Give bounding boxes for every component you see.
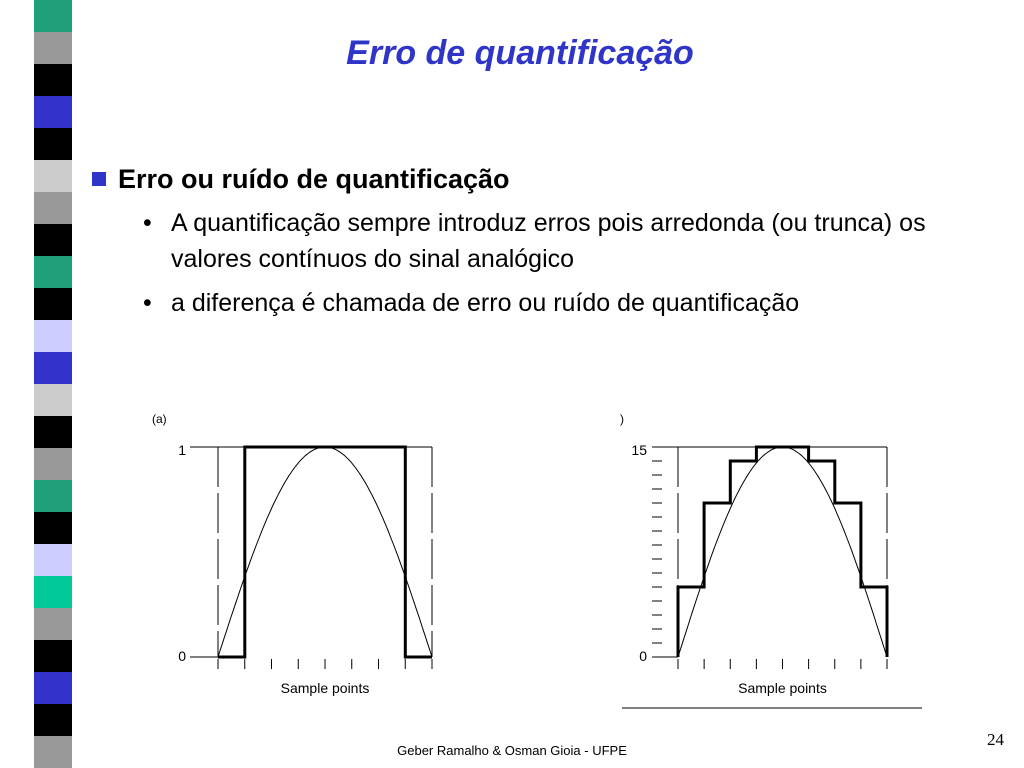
analog-signal-curve	[678, 447, 887, 657]
sub-bullet-text: A quantificação sempre introduz erros pois arredonda (ou trunca) os valores contínuos do sinal analógico	[171, 209, 926, 273]
footer-credit: Geber Ramalho & Osman Gioia - UFPE	[397, 743, 627, 758]
main-bullet-text: Erro ou ruído de quantificação	[118, 164, 510, 194]
bullet-dot-icon: •	[143, 289, 152, 317]
y-tick-label: 0	[639, 648, 647, 664]
y-tick-label: 1	[178, 442, 186, 458]
analog-signal-curve	[218, 447, 432, 657]
quantized-signal-staircase	[218, 447, 432, 657]
slide-title: Erro de quantificação	[346, 34, 694, 72]
page-number: 24	[987, 730, 1004, 749]
panel-label: )	[620, 412, 624, 426]
x-axis-label: Sample points	[280, 680, 370, 696]
panel-label: (a)	[152, 412, 167, 426]
bullet-dot-icon: •	[143, 209, 152, 237]
y-tick-label: 15	[631, 442, 647, 458]
y-tick-label: 0	[178, 648, 186, 664]
quantized-signal-staircase	[678, 447, 887, 657]
sub-bullet-text: a diferença é chamada de erro ou ruído de quantificação	[171, 289, 800, 317]
x-axis-label: Sample points	[738, 680, 827, 696]
